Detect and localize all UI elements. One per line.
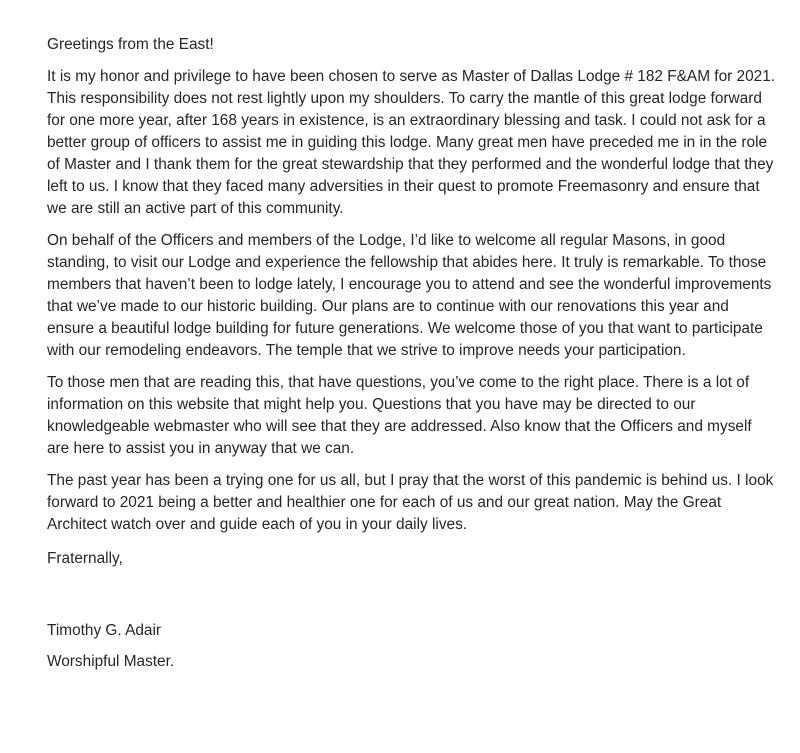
letter-greeting: Greetings from the East!: [47, 36, 214, 53]
signature-title: Worshipful Master.: [47, 653, 175, 670]
letter-paragraph-2: On behalf of the Officers and members of the Lodge, I’d like to welcome all regular Masons, in good standing, to visit our Lodge and experience the fellowship that abides here. It truly is remarkable. To those members that haven’t been to lodge lately, I encourage you to attend and see the wonderful improvements that we’ve made to our historic building. Our plans are to continue with our renovations this year and ensure a beautiful lodge building for future generations. We welcome those of you that want to participate with our remodeling endeavors. The temple that we strive to improve needs your participation.: [47, 232, 772, 359]
letter-closing: Fraternally,: [47, 550, 123, 567]
signature-name: Timothy G. Adair: [47, 622, 162, 639]
letter-paragraph-4: The past year has been a trying one for us all, but I pray that the worst of this pandemic is behind us. I look forward to 2021 being a better and healthier one for each of us and our great nation. May the Great Architect watch over and guide each of you in your daily lives.: [47, 472, 774, 533]
letter-paragraph-1: It is my honor and privilege to have been chosen to serve as Master of Dallas Lodge # 182 F&AM for 2021. This responsibility does not rest lightly upon my shoulders. To carry the mantle of this great lodge forward for one more year, after 168 years in existence, is an extraordinary blessing and task. I could not ask for a better group of officers to assist me in guiding this lodge. Many great men have preceded me in in the role of Master and I thank them for the great stewardship that they performed and the wonderful lodge that they left to us. I know that they faced many adversities in their quest to promote Freemasonry and ensure that we are still an active part of this community.: [47, 68, 776, 217]
letter-paragraph-3: To those men that are reading this, that have questions, you’ve come to the right place. There is a lot of information on this website that might help you. Questions that you have may be directed to our knowledgeable webmaster who will see that they are addressed. Also know that the Officers and myself are here to assist you in anyway that we can.: [47, 374, 752, 457]
